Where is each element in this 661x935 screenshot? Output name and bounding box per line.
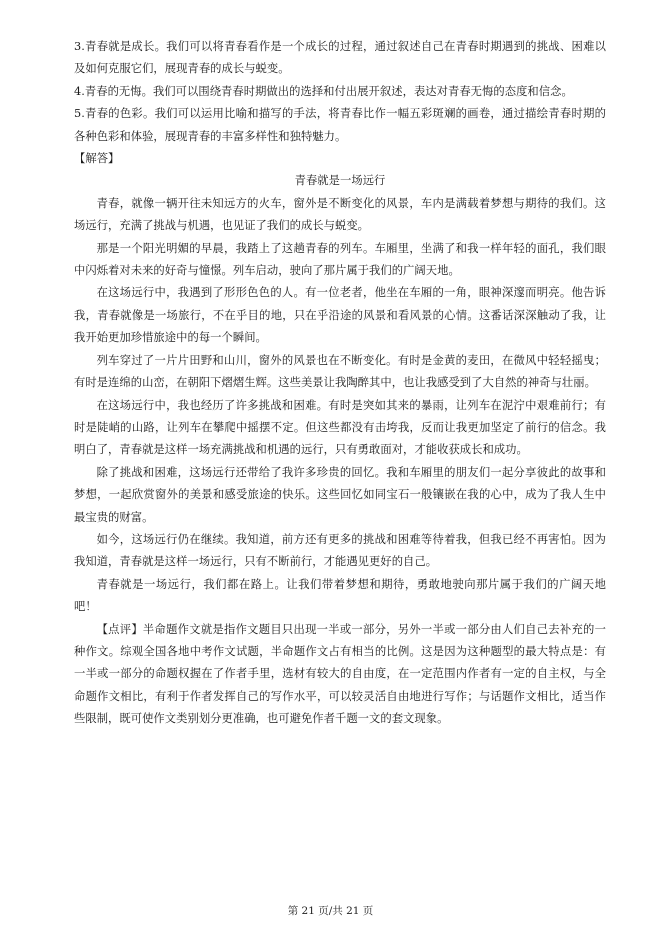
- page-footer: 第 21 页/共 21 页: [287, 905, 374, 917]
- essay-paragraph: 在这场远行中，我遇到了形形色色的人。有一位老者，他坐在车厢的一角，眼神深邃而明亮。他告诉我，青春就像是一场旅行，不在乎目的地，只在乎沿途的风景和看风景的心情。这番话深深触动了我，让我开始更加珍惜旅途中的每一个瞬间。: [74, 286, 606, 345]
- essay-paragraph: 如今，这场远行仍在继续。我知道，前方还有更多的挑战和困难等待着我，但我已经不再害怕。因为我知道，青春就是这样一场远行，只有不断前行，才能遇见更好的自己。: [74, 532, 606, 569]
- essay-paragraph: 青春，就像一辆开往未知远方的火车，窗外是不断变化的风景，车内是满载着梦想与期待的我们。这场远行，充满了挑战与机遇，也见证了我们的成长与蜕变。: [74, 196, 606, 233]
- essay-title: 青春就是一场远行: [294, 174, 386, 188]
- essay-paragraph: 列车穿过了一片片田野和山川，窗外的风景也在不断变化。有时是金黄的麦田，在微风中轻轻摇曳；有时是连绵的山峦，在朝阳下熠熠生辉。这些美景让我陶醉其中，也让我感受到了大自然的神奇与壮丽。: [74, 353, 606, 390]
- essay-paragraph: 除了挑战和困难，这场远行还带给了我许多珍贵的回忆。我和车厢里的朋友们一起分享彼此的故事和梦想，一起欣赏窗外的美景和感受旅途的快乐。这些回忆如同宝石一般镶嵌在我的心中，成为了我人生中最宝贵的财富。: [74, 465, 606, 524]
- comment-paragraph: 【点评】半命题作文就是指作文题目只出现一半或一部分，另外一半或一部分由人们自己去补充的一种作文。综观全国各地中考作文试题，半命题作文占有相当的比例。这是因为这种题型的最大特点是：有一半或一部分的命题权握在了作者手里，选材有较大的自由度，在一定范围内作者有一定的自主权，与全命题作文相比，有利于作者发挥自己的写作水平，可以较灵活自由地进行写作；与话题作文相比，适当作些限制，既可使作文类别划分更准确，也可避免作者千题一文的套文现象。: [74, 622, 606, 726]
- point-5: 5.青春的色彩。我们可以运用比喻和描写的手法，将青春比作一幅五彩斑斓的画卷，通过描绘青春时期的各种色彩和体验，展现青春的丰富多样性和独特魅力。: [74, 107, 606, 143]
- point-3: 3.青春就是成长。我们可以将青春看作是一个成长的过程，通过叙述自己在青春时期遇到的挑战、困难以及如何克服它们，展现青春的成长与蜕变。: [74, 40, 606, 76]
- page-content: [74, 36, 606, 731]
- essay-paragraph: 青春就是一场远行，我们都在路上。让我们带着梦想和期待，勇敢地驶向那片属于我们的广阔天地吧！: [74, 577, 606, 614]
- point-4: 4.青春的无悔。我们可以围绕青春时期做出的选择和付出展开叙述，表达对青春无悔的态度和信念。: [74, 84, 573, 98]
- essay-paragraph: 那是一个阳光明媚的早晨，我踏上了这趟青春的列车。车厢里，坐满了和我一样年轻的面孔，我们眼中闪烁着对未来的好奇与憧憬。列车启动，驶向了那片属于我们的广阔天地。: [74, 241, 606, 278]
- essay-paragraph: 在这场远行中，我也经历了许多挑战和困难。有时是突如其来的暴雨，让列车在泥泞中艰难前行；有时是陡峭的山路，让列车在攀爬中摇摆不定。但这些都没有击垮我，反而让我更加坚定了前行的信念。我明白了，青春就是这样一场充满挑战和机遇的远行，只有勇敢面对，才能收获成长和成功。: [74, 398, 606, 457]
- answer-label: 【解答】: [74, 152, 120, 166]
